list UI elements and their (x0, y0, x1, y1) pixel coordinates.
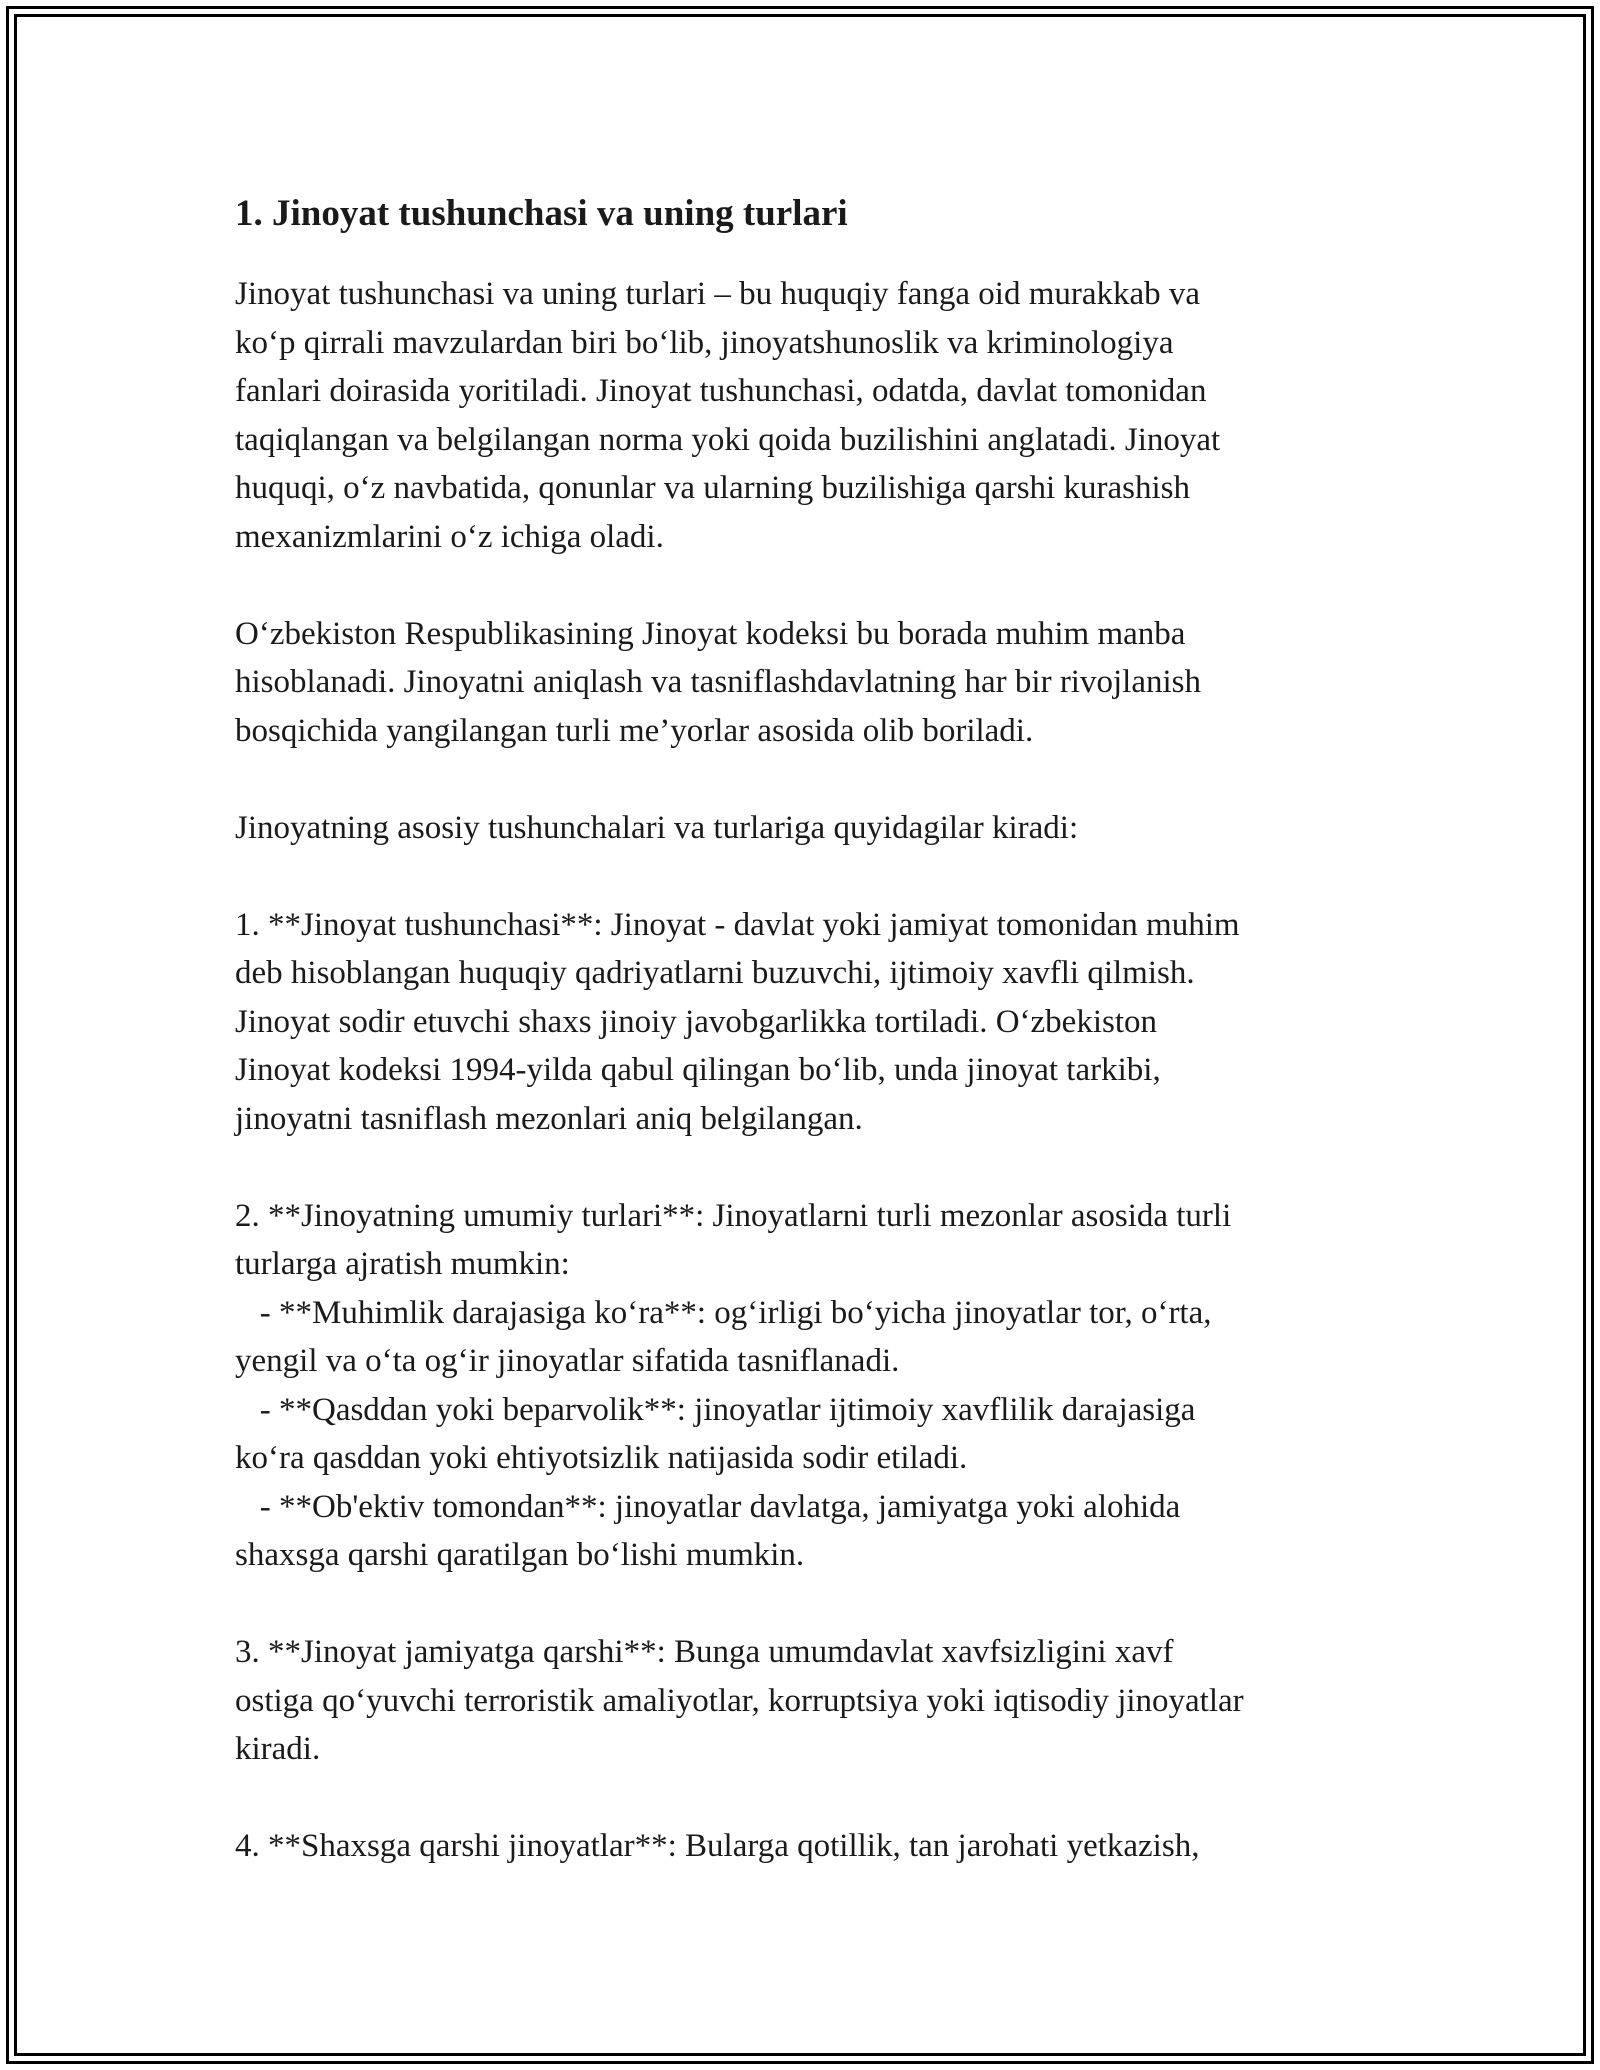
list-item-3: 3. **Jinoyat jamiyatga qarshi**: Bunga umumdavlat xavfsizligini xavf ostiga qo‘yuvchi terroristik amaliyotlar, korruptsiya yoki iqtisodiy jinoyatlar kiradi. (235, 1634, 1244, 1767)
paragraph-spacer (235, 561, 1365, 610)
paragraph-intro: Jinoyat tushunchasi va uning turlari – bu huquqiy fanga oid murakkab va ko‘p qirrali mavzulardan biri bo‘lib, jinoyatshunoslik va kriminologiya fanlari doirasida yoritiladi. Jinoyat tushunchasi, odatda, davlat tomonidan taqiqlangan va belgilangan norma yoki qoida buzilishini anglatadi. Jinoyat huquqi, o‘z navbatida, qonunlar va ularning buzilishiga qarshi kurashish mexanizmlarini o‘z ichiga oladi. (235, 276, 1221, 555)
document-page (235, 190, 1365, 1871)
paragraph-list-intro: Jinoyatning asosiy tushunchalari va turlariga quyidagilar kiradi: (235, 809, 1079, 846)
paragraph-spacer (235, 852, 1365, 901)
list-item-4: 4. **Shaxsga qarshi jinoyatlar**: Bularga qotillik, tan jarohati yetkazish, (235, 1828, 1200, 1864)
paragraph-spacer (235, 755, 1365, 804)
list-item-2: 2. **Jinoyatning umumiy turlari**: Jinoyatlarni turli mezonlar asosida turli turlarga ajratish mumkin: - **Muhimlik darajasiga ko‘ra**: og‘irligi bo‘yicha jinoyatlar tor, o‘rta, yengil va o‘ta og‘ir jinoyatlar sifatida tasniflanadi. - **Qasddan yoki beparvolik**: jinoyatlar ijtimoiy xavflilik darajasiga ko‘ra qasddan yoki ehtiyotsizlik natijasida sodir etiladi. - **Ob'ektiv tomondan**: jinoyatlar davlatga, jamiyatga yoki alohida shaxsga qarshi qaratilgan bo‘lishi mumkin. (235, 1197, 1232, 1573)
paragraph-criminal-code: O‘zbekiston Respublikasining Jinoyat kodeksi bu borada muhim manba hisoblanadi. Jinoyatni aniqlash va tasniflashdavlatning har bir rivojlanish bosqichida yangilangan turli me’yorlar asosida olib boriladi. (235, 615, 1201, 749)
paragraph-spacer (235, 1774, 1365, 1823)
section-heading: 1. Jinoyat tushunchasi va uning turlari (235, 193, 848, 234)
paragraph-spacer (235, 1143, 1365, 1192)
paragraph-spacer (235, 1580, 1365, 1629)
list-item-1: 1. **Jinoyat tushunchasi**: Jinoyat - davlat yoki jamiyat tomonidan muhim deb hisoblangan huquqiy qadriyatlarni buzuvchi, ijtimoiy xavfli qilmish. Jinoyat sodir etuvchi shaxs jinoiy javobgarlikka tortiladi. O‘zbekiston Jinoyat kodeksi 1994-yilda qabul qilingan bo‘lib, unda jinoyat tarkibi, jinoyatni tasniflash mezonlari aniq belgilangan. (235, 906, 1240, 1137)
